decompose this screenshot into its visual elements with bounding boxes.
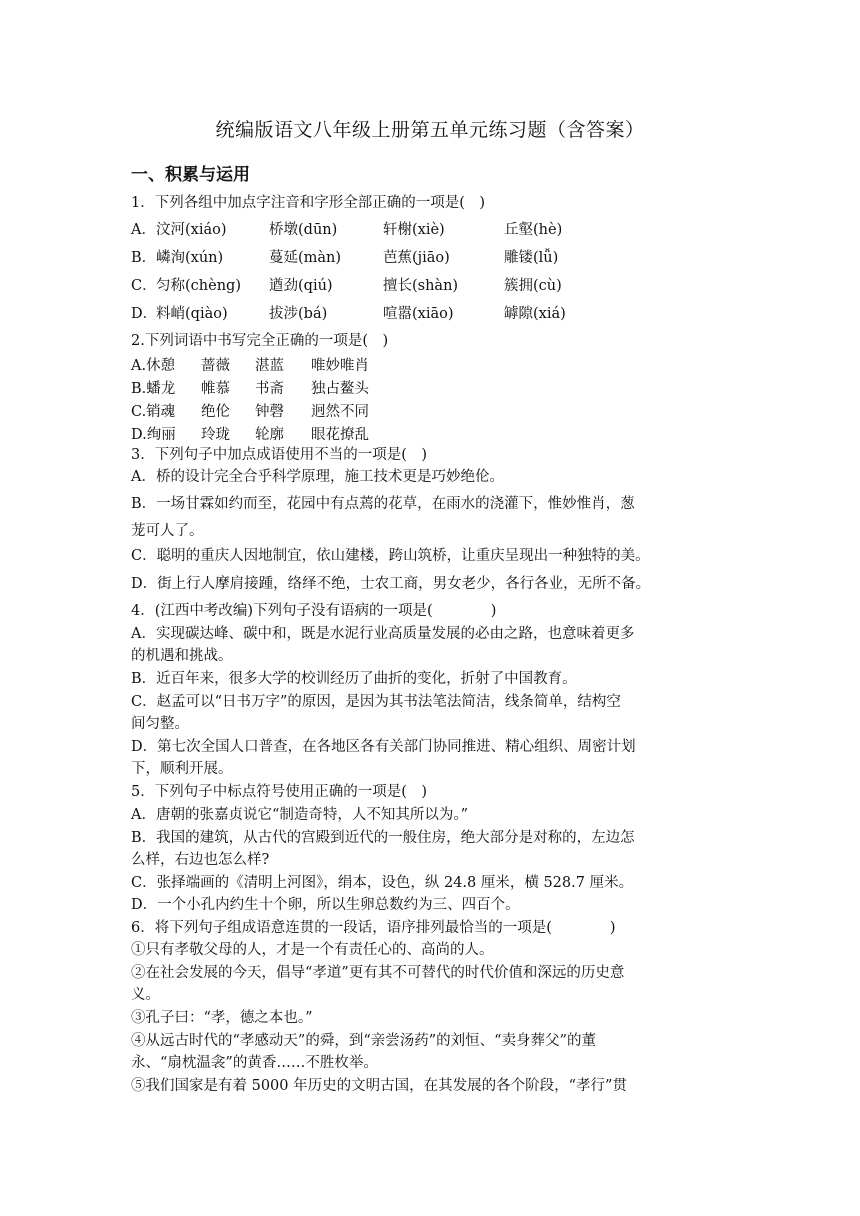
question-1-stem: 1．下列各组中加点字注音和字形全部正确的一项是( ) bbox=[131, 195, 486, 211]
question-4-option-c-line2: 间匀整。 bbox=[131, 716, 189, 732]
question-6-sentence-1: ①只有孝敬父母的人，才是一个有责任心的、高尚的人。 bbox=[131, 942, 494, 958]
question-4-stem: 4．(江西中考改编)下列句子没有语病的一项是( ) bbox=[131, 603, 497, 619]
question-6-sentence-4-line1: ④从远古时代的“孝感动天”的舜，到“亲尝汤药”的刘恒、“卖身葬父”的董 bbox=[131, 1033, 596, 1049]
question-5-stem: 5．下列句子中标点符号使用正确的一项是( ) bbox=[131, 784, 428, 800]
question-2-stem: 2.下列词语中书写完全正确的一项是( ) bbox=[131, 333, 389, 349]
question-4-option-d-line2: 下，顺利开展。 bbox=[131, 761, 233, 777]
question-3-option-b-line2: 茏可人了。 bbox=[131, 523, 204, 539]
question-6-sentence-2-line1: ②在社会发展的今天，倡导“孝道”更有其不可替代的时代价值和深远的历史意 bbox=[131, 965, 625, 981]
question-5-option-b-line2: 么样，右边也怎么样? bbox=[131, 852, 270, 868]
question-5-option-b-line1: B．我国的建筑，从古代的宫殿到近代的一般住房，绝大部分是对称的，左边怎 bbox=[131, 830, 635, 846]
question-5-option-a: A．唐朝的张嘉贞说它“制造奇特，人不知其所以为。” bbox=[131, 807, 469, 823]
question-4-option-d-line1: D．第七次全国人口普查，在各地区各有关部门协同推进、精心组织、周密计划 bbox=[131, 739, 636, 755]
question-3-option-d: D．街上行人摩肩接踵，络绎不绝，士农工商，男女老少，各行各业，无所不备。 bbox=[131, 576, 651, 592]
question-3-option-a: A．桥的设计完全合乎科学原理，施工技术更是巧妙绝伦。 bbox=[131, 469, 504, 485]
question-6-sentence-3: ③孔子曰：“孝，德之本也。” bbox=[131, 1010, 313, 1026]
question-4-option-a-line1: A．实现碳达峰、碳中和，既是水泥行业高质量发展的必由之路，也意味着更多 bbox=[131, 626, 635, 642]
section-heading: 一、积累与运用 bbox=[131, 165, 250, 185]
question-4-option-b: B．近百年来，很多大学的校训经历了曲折的变化，折射了中国教育。 bbox=[131, 671, 577, 687]
question-2-option-a: A.休憩 蔷薇 湛蓝 唯妙唯肖 bbox=[131, 358, 369, 374]
question-2-option-b: B.蟠龙 帷慕 书斋 独占鳌头 bbox=[131, 381, 369, 397]
question-5-option-c: C．张择端画的《清明上河图》，绢本，设色，纵 24.8 厘米，横 528.7 厘米。 bbox=[131, 875, 634, 891]
question-1-option-d: D． 料峭(qiào) 拔涉(bá) 喧嚣(xiāo) 罅隙(xiá) bbox=[131, 306, 566, 322]
question-6-sentence-4-line2: 永、“扇枕温衾”的黄香……不胜枚举。 bbox=[131, 1055, 378, 1071]
question-4-option-c-line1: C．赵孟可以“日书万字”的原因，是因为其书法笔法简洁，线条简单，结构空 bbox=[131, 694, 621, 710]
question-1-option-b: B． 嶙洵(xún) 蔓延(màn) 芭蕉(jiāo) 雕镂(lǚ) bbox=[131, 250, 559, 266]
question-1-option-a: A． 汶河(xiáo) 桥墩(dūn) 轩榭(xiè) 丘壑(hè) bbox=[131, 222, 563, 238]
question-1-option-c: C． 匀称(chèng) 遒劲(qiú) 擅长(shàn) 簇拥(cù) bbox=[131, 278, 562, 294]
question-6-sentence-5: ⑤我们国家是有着 5000 年历史的文明古国，在其发展的各个阶段，“孝行”贯 bbox=[131, 1078, 627, 1094]
question-3-option-c: C．聪明的重庆人因地制宜，依山建楼，跨山筑桥，让重庆呈现出一种独特的美。 bbox=[131, 548, 650, 564]
question-6-stem: 6．将下列句子组成语意连贯的一段话，语序排列最恰当的一项是( ) bbox=[131, 920, 616, 936]
question-4-option-a-line2: 的机遇和挑战。 bbox=[131, 648, 233, 664]
question-3-stem: 3．下列句子中加点成语使用不当的一项是( ) bbox=[131, 447, 428, 463]
question-2-option-c: C.销魂 绝伦 钟磬 迥然不同 bbox=[131, 404, 369, 420]
question-2-option-d: D.绚丽 玲珑 轮廓 眼花撩乱 bbox=[131, 427, 369, 443]
question-3-option-b-line1: B．一场甘霖如约而至，花园中有点蔫的花草，在雨水的浇灌下，惟妙惟肖，葱 bbox=[131, 496, 635, 512]
question-6-sentence-2-line2: 义。 bbox=[131, 987, 160, 1003]
document-title: 统编版语文八年级上册第五单元练习题（含答案） bbox=[215, 119, 645, 141]
question-5-option-d: D．一个小孔内约生十个卵，所以生卵总数约为三、四百个。 bbox=[131, 897, 520, 913]
